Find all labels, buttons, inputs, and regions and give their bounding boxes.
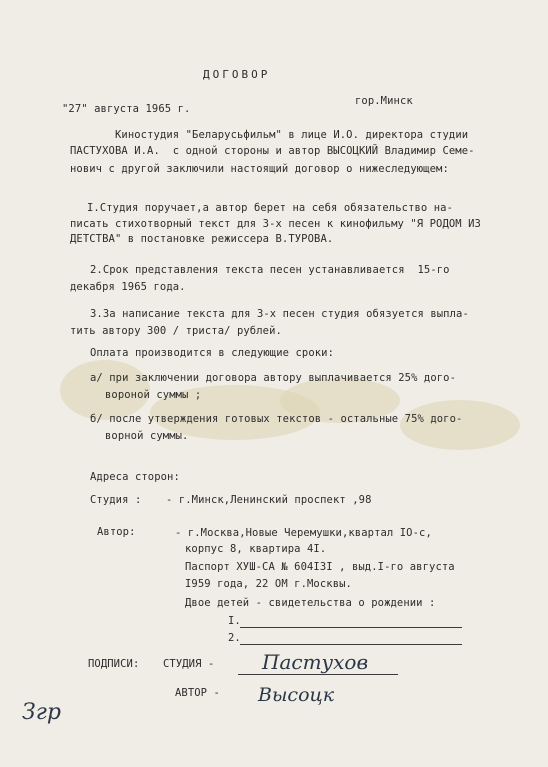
author-address-line: - г.Москва,Новые Черемушки,квартал IO-с, [175,527,432,539]
intro-line: Киностудия "Беларусьфильм" в лице И.О. директора студии [115,129,469,141]
author-address-line: корпус 8, квартира 4I. [185,543,327,555]
clause-1-line: I.Студия поручает,а автор берет на себя обязательство на- [87,202,454,214]
clause-1-line: ДЕТСТВА" в постановке режиссера В.ТУРОВА. [70,233,334,245]
payment-intro: Оплата производится в следующие сроки: [90,347,335,359]
clause-1-line: писать стихотворный текст для 3-х песен к кинофильму "Я РОДОМ ИЗ [70,218,481,230]
contract-date: "27" августа 1965 г. [62,103,191,115]
author-address-line: I959 года, 22 ОМ г.Москвы. [185,578,352,590]
payment-b-line: б/ после утверждения готовых текстов - остальные 75% дого- [90,413,463,425]
addresses-heading: Адреса сторон: [90,471,180,483]
studio-label: Студия : [90,494,142,506]
clause-3-line: 3.За написание текста для 3-х песен студия обязуется выпла- [90,308,469,320]
contract-city: гор.Минск [355,95,413,107]
studio-signature: Пастухов [262,650,369,674]
sign-studio-label: СТУДИЯ - [163,658,215,670]
studio-address: - г.Минск,Ленинский проспект ,98 [166,494,372,506]
payment-a-line: вороной суммы ; [105,389,202,401]
intro-line: нович с другой заключили настоящий договор о нижеследующем: [70,163,449,175]
child-1-label: I. [228,615,241,627]
studio-signature-line [238,674,398,675]
author-label: Автор: [97,526,136,538]
author-signature: Высоцк [258,684,335,706]
corner-handwritten-mark: Згр [22,700,61,725]
clause-2-line: декабря 1965 года. [70,281,186,293]
author-address-line: Двое детей - свидетельства о рождении : [185,597,436,609]
payment-b-line: ворной суммы. [105,430,189,442]
sign-author-label: АВТОР - [175,687,220,699]
child-1-line [240,627,462,628]
signatures-label: ПОДПИСИ: [88,658,140,670]
child-2-label: 2. [228,632,241,644]
document-title: ДОГОВОР [203,68,271,81]
clause-3-line: тить автору 300 / триста/ рублей. [70,325,282,337]
payment-a-line: а/ при заключении договора автору выплачивается 25% дого- [90,372,457,384]
clause-2-line: 2.Срок представления текста песен устанавливается 15-го [90,264,450,276]
author-address-line: Паспорт XУШ-СА № 604I3I , выд.I-го августа [185,561,455,573]
intro-line: ПАСТУХОВА И.А. с одной стороны и автор ВЫСОЦКИЙ Владимир Семе- [70,145,475,157]
child-2-line [240,644,462,645]
